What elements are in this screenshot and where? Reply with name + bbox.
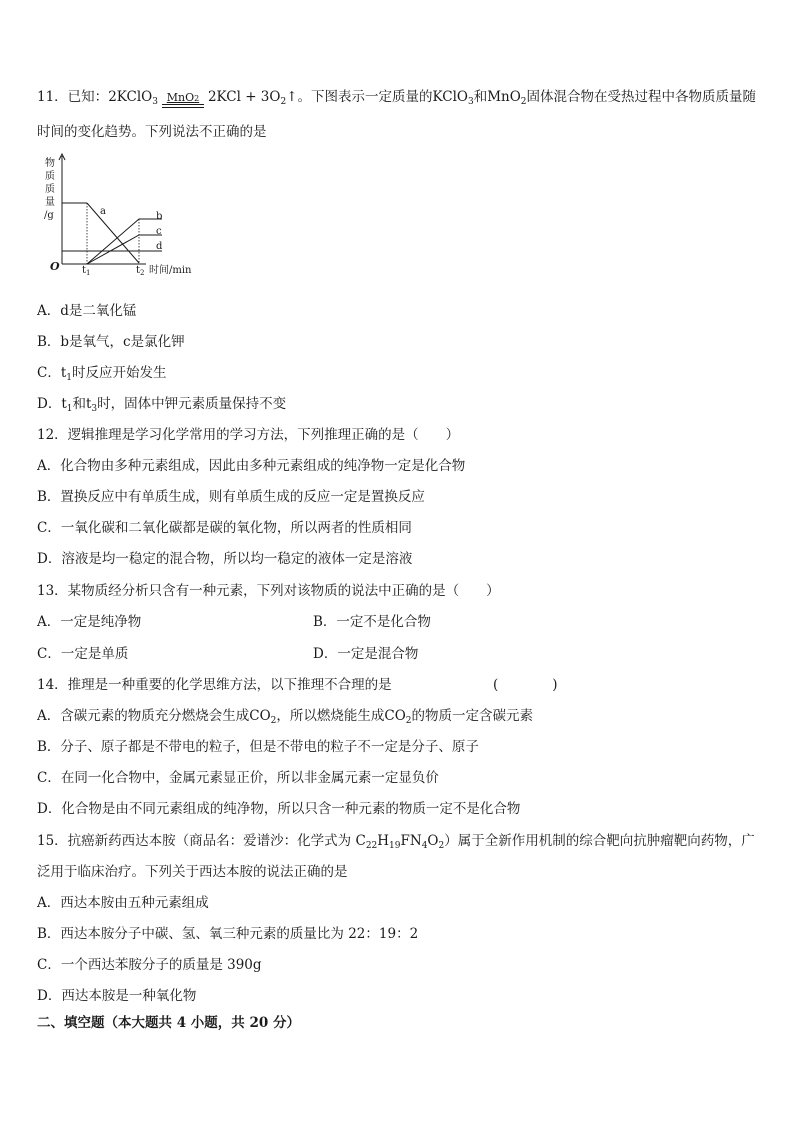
q12-stem: 12．逻辑推理是学习化学常用的学习方法，下列推理正确的是（ ） <box>37 427 460 443</box>
q11-d-text-b: 和t <box>72 396 92 412</box>
q15-stem-text-a: 15．抗癌新药西达本胺（商品名：爱谱沙：化学式为 C <box>37 833 366 849</box>
q14-option-a <box>37 707 533 730</box>
curve-label-c: c <box>156 226 162 237</box>
q11-d-sub1: 1 <box>66 404 73 414</box>
q12-option-b: B．置换反应中有单质生成，则有单质生成的反应一定是置换反应 <box>37 489 425 505</box>
q12-option-c: C．一氧化碳和二氧化碳都是碳的氧化物，所以两者的性质相同 <box>37 520 412 536</box>
q13-option-c: C．一定是单质 <box>37 646 129 662</box>
curve-label-d: d <box>156 241 163 252</box>
t1-sub: 1 <box>86 269 91 277</box>
q11-d-sub2: 3 <box>91 404 98 414</box>
q11-option-c <box>37 364 167 387</box>
q14-a-text-c: 的物质一定含碳元素 <box>411 708 534 724</box>
curve-c <box>87 235 162 264</box>
q11-mno2-sub: 2 <box>520 97 527 107</box>
q15-sub-o: 2 <box>438 841 445 851</box>
curve-label-a: a <box>100 206 106 217</box>
q13-option-a: A．一定是纯净物 <box>37 614 142 630</box>
q11-d-text-c: 时，固体中钾元素质量保持不变 <box>97 396 287 412</box>
curve-label-b: b <box>156 211 163 222</box>
q15-stem-line2: 泛用于临床治疗。下列关于西达本胺的说法正确的是 <box>37 864 348 880</box>
q14-stem <box>37 676 558 694</box>
q11-stem-line1 <box>37 88 756 111</box>
y-axis-label-char-5: /g <box>44 210 54 221</box>
t1-text: t <box>82 265 87 276</box>
q15-sub-c: 22 <box>365 841 378 851</box>
q11-stem-line2: 时间的变化趋势。下列说法不正确的是 <box>37 124 267 140</box>
q15-option-c: C．一个西达苯胺分子的质量是 390g <box>37 957 262 973</box>
q15-o: O <box>427 833 439 849</box>
q11-eq-left-sub: 3 <box>152 97 158 107</box>
q13-stem: 13．某物质经分析只含有一种元素，下列对该物质的说法中正确的是（ ） <box>37 583 500 599</box>
q14-a-text-b: ，所以燃烧能生成CO <box>276 708 406 724</box>
q15-sub-n: 4 <box>421 841 428 851</box>
q11-stem-text-b: 固体混合物在受热过程中各物质质量随 <box>526 89 757 105</box>
q11-stem-text-a: ↑。下图表示一定质量的 <box>286 89 433 105</box>
q11-kclo3: KClO <box>432 89 468 105</box>
q12-option-a: A．化合物由多种元素组成，因此由多种元素组成的纯净物一定是化合物 <box>37 458 466 474</box>
q11-c-text-b: 时反应开始发生 <box>72 365 167 381</box>
q15-option-b: B．西达本胺分子中碳、氢、氧三种元素的质量比为 22：19：2 <box>37 926 419 942</box>
origin-label: O <box>50 260 60 273</box>
q14-a-sub1: 2 <box>270 716 277 726</box>
q11-option-b: B．b是氧气，c是氯化钾 <box>37 334 185 350</box>
q11-c-text-a: C．t <box>37 365 67 381</box>
q13-option-b: B．一定不是化合物 <box>313 614 431 630</box>
q14-a-text-a: A．含碳元素的物质充分燃烧会生成CO <box>37 708 271 724</box>
q14-option-c: C．在同一化合物中，金属元素显正价，所以非金属元素一定显负价 <box>37 770 439 786</box>
t2-label <box>136 265 145 277</box>
q11-option-a: A．d是二氧化锰 <box>37 303 137 319</box>
x-axis-label: 时间/min <box>149 265 192 276</box>
q15-h: H <box>377 833 390 849</box>
q15-option-a: A．西达本胺由五种元素组成 <box>37 895 209 911</box>
q11-number: 11．已知： <box>37 89 109 105</box>
y-axis-label-char-2: 质 <box>45 171 55 182</box>
catalyst-sub: 2 <box>194 94 200 103</box>
q11-c-sub: 1 <box>66 373 72 383</box>
q15-sub-h: 19 <box>389 841 401 851</box>
q11-eq-right: 2KCl + 3O <box>207 89 281 105</box>
q11-mno2: MnO <box>487 89 521 105</box>
catalyst-condition <box>162 92 204 104</box>
q14-a-sub2: 2 <box>405 716 412 726</box>
q11-and: 和 <box>473 89 488 105</box>
q15-stem-text-b: ）属于全新作用机制的综合靶向抗肿瘤靶向药物，广 <box>444 833 755 849</box>
q14-stem-text: 14．推理是一种重要的化学思维方法，以下推理不合理的是 <box>37 677 392 693</box>
q14-answer-blank: ( ) <box>493 677 558 693</box>
q14-option-b: B．分子、原子都是不带电的粒子，但是不带电的粒子不一定是分子、原子 <box>37 739 479 755</box>
t2-sub: 2 <box>140 269 145 277</box>
q11-option-d <box>37 395 286 418</box>
t2-text: t <box>136 265 141 276</box>
y-axis-label-char-4: 量 <box>45 197 55 208</box>
curve-a-decline <box>87 203 139 263</box>
q15-stem-line1 <box>37 832 755 855</box>
q11-kclo3-sub: 3 <box>467 97 474 107</box>
q11-d-text-a: D．t <box>37 396 67 412</box>
q11-eq-left: 2KClO <box>108 89 153 105</box>
q12-option-d: D．溶液是均一稳定的混合物，所以均一稳定的液体一定是溶液 <box>37 551 413 567</box>
q11-eq-right-sub: 2 <box>280 97 287 107</box>
q15-option-d: D．西达本胺是一种氧化物 <box>37 988 197 1004</box>
equals-bars <box>162 104 204 108</box>
q14-option-d: D．化合物是由不同元素组成的纯净物，所以只含一种元素的物质一定不是化合物 <box>37 801 521 817</box>
t1-label <box>82 265 91 277</box>
mass-time-graph <box>36 152 206 280</box>
catalyst-text: MnO <box>166 91 195 104</box>
y-axis-label-char-1: 物 <box>45 158 55 169</box>
q15-fn: FN <box>400 833 422 849</box>
y-axis-label-char-3: 质 <box>45 184 55 195</box>
q13-option-d: D．一定是混合物 <box>313 646 419 662</box>
section-heading-fill-in: 二、填空题（本大题共 4 小题，共 20 分） <box>37 1015 300 1031</box>
